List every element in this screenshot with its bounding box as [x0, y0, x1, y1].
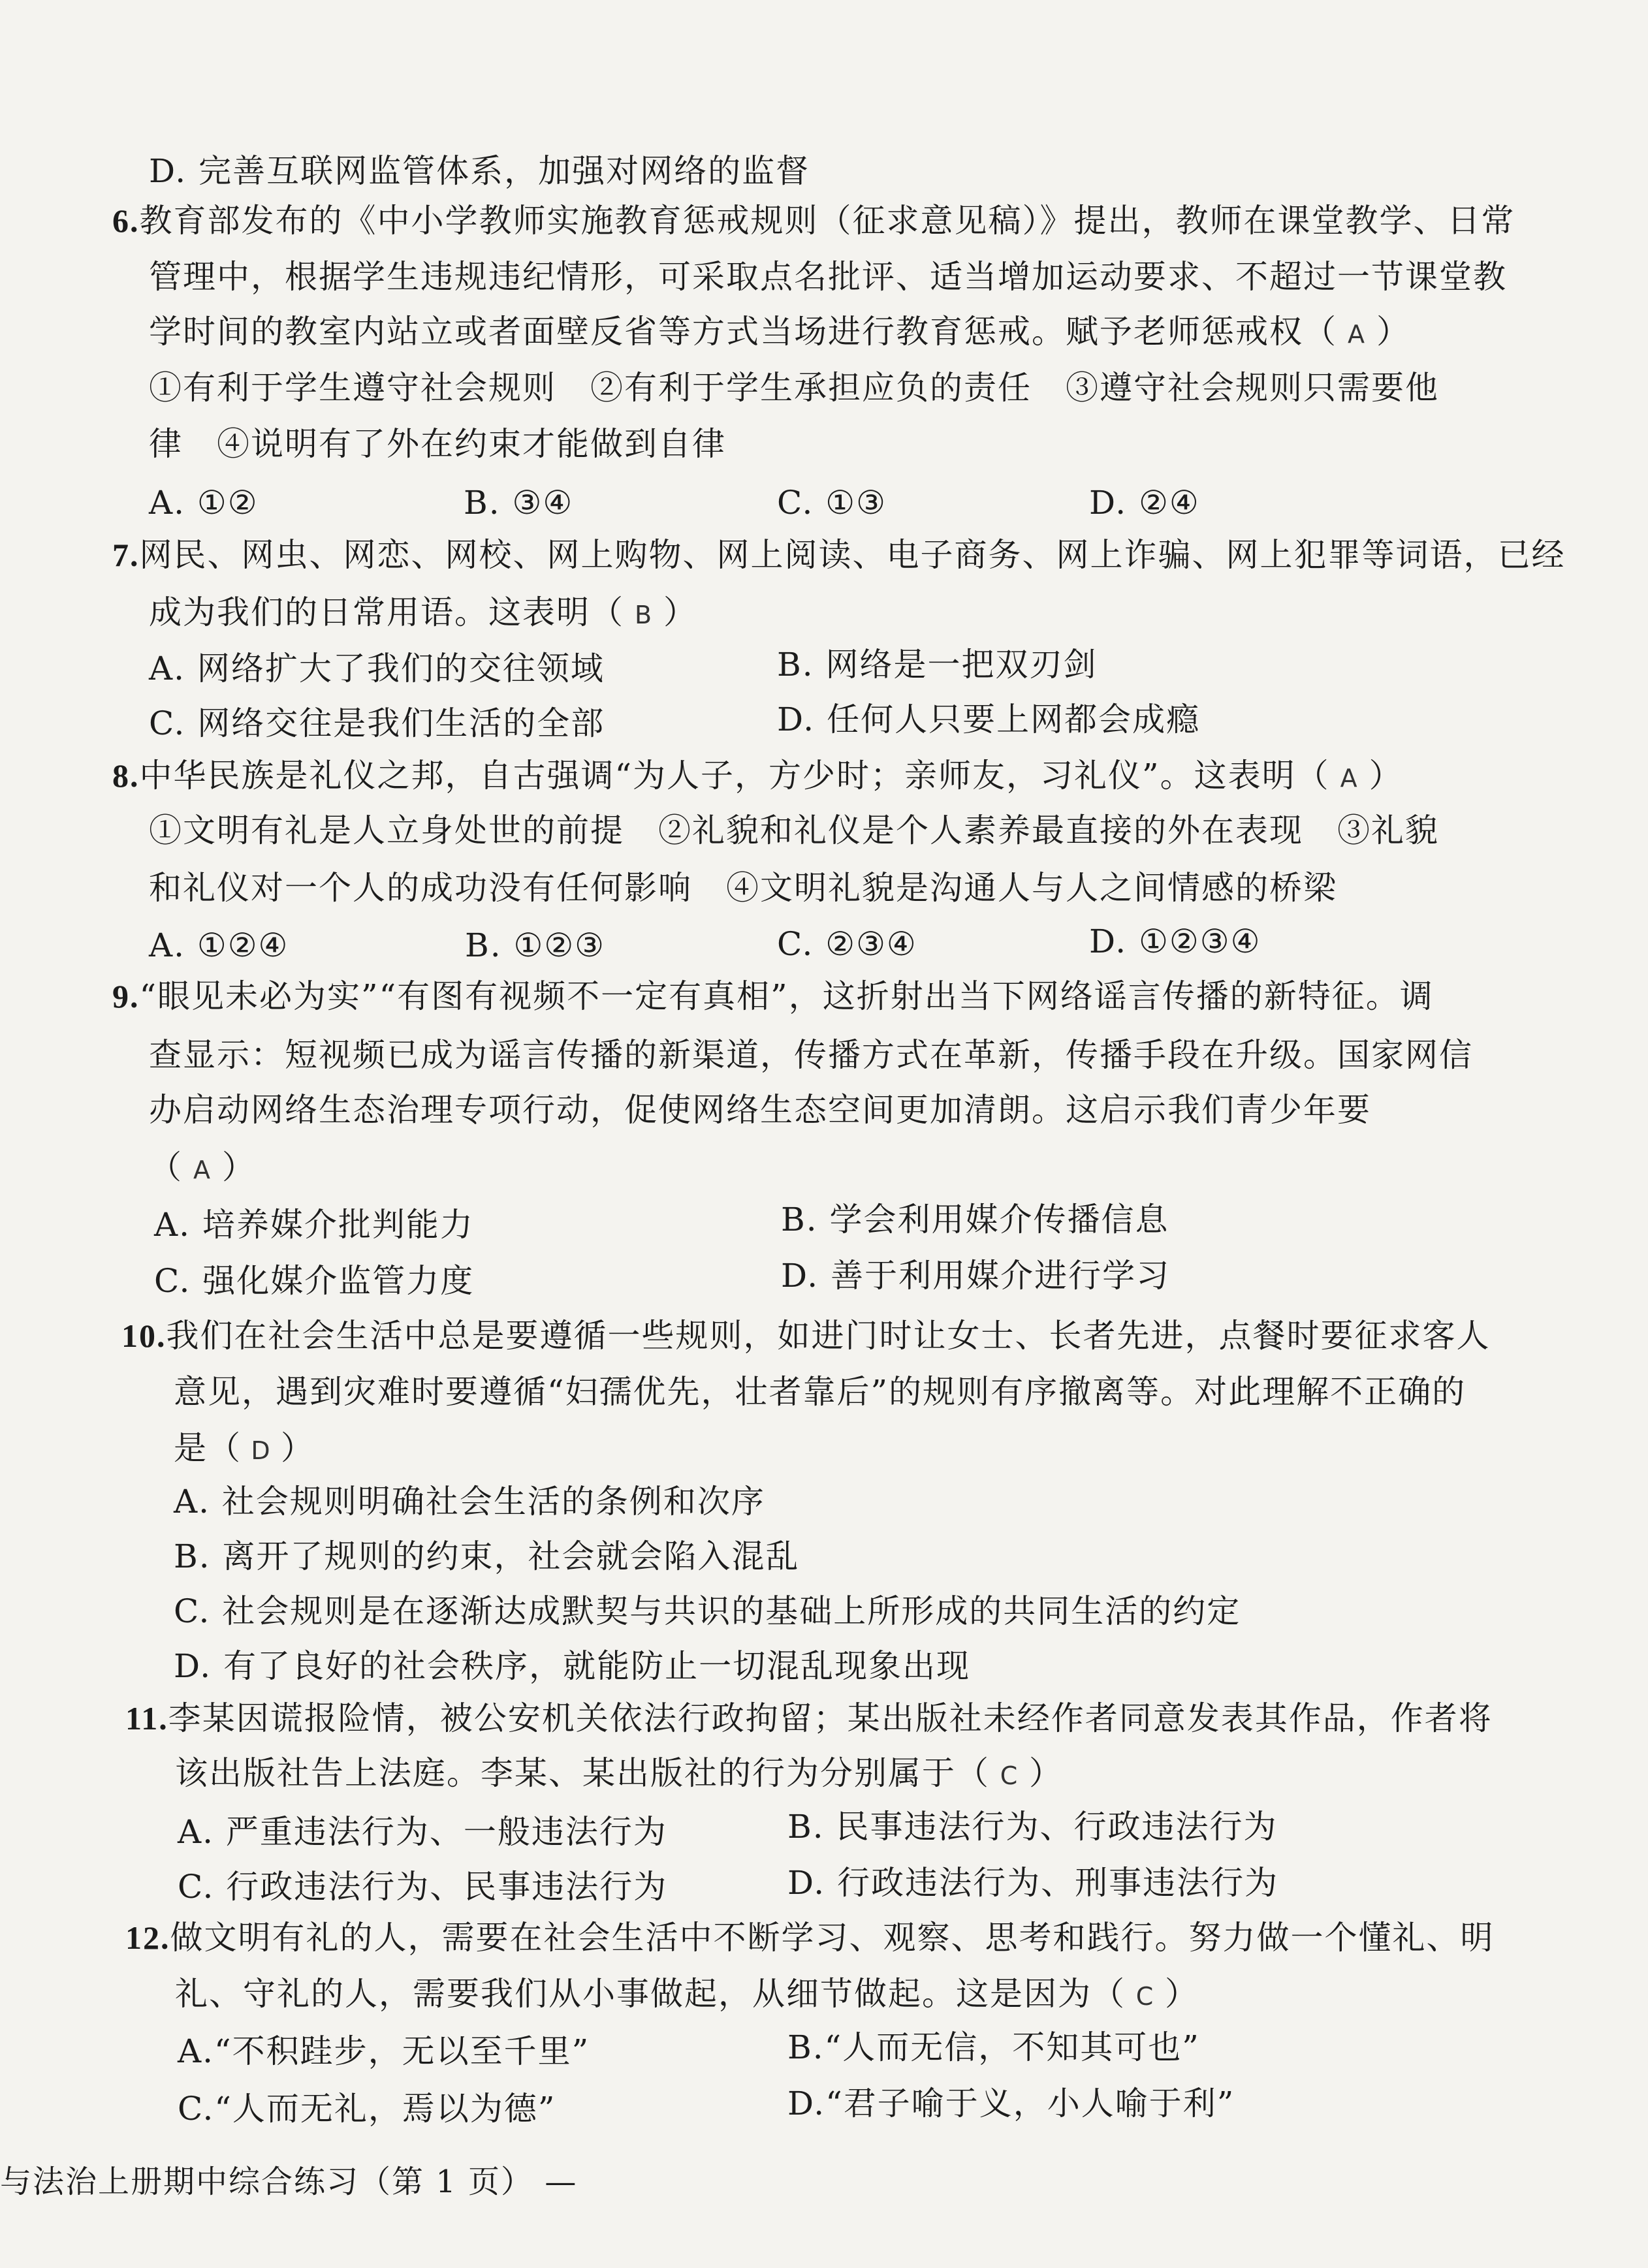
answer-q7: B [634, 601, 654, 629]
question-6-number: 6. [112, 202, 140, 239]
q10-option-a: A. 社会规则明确社会生活的条例和次序 [174, 1483, 765, 1520]
question-10-line-3: 是（ D ） [174, 1427, 315, 1472]
question-7-line-1: 7.网民、网虫、网恋、网校、网上购物、网上阅读、电子商务、网上诈骗、网上犯罪等词语，已经 [112, 536, 1566, 574]
answer-q10: D [251, 1436, 272, 1465]
question-8-statements-2: 和礼仪对一个人的成功没有任何影响 ④文明礼貌是沟通人与人之间情感的桥梁 [149, 869, 1337, 907]
question-8-number: 8. [112, 757, 140, 794]
q8-option-c: C. ②③④ [777, 925, 917, 963]
question-6-text: 教育部发布的《中小学教师实施教育惩戒规则（征求意见稿）》提出，教师在课堂教学、日常 [139, 202, 1515, 240]
q6-option-c: C. ①③ [777, 484, 887, 522]
question-9-number: 9. [112, 978, 140, 1015]
answer-q6: A [1348, 320, 1366, 349]
question-12-line-1: 12.做文明有礼的人，需要在社会生活中不断学习、观察、思考和践行。努力做一个懂礼、明 [125, 1919, 1495, 1957]
q7-option-b: B. 网络是一把双刃剑 [777, 646, 1098, 684]
q9-option-b: B. 学会利用媒介传播信息 [781, 1201, 1169, 1238]
question-10-line-1: 10.我们在社会生活中总是要遵循一些规则，如进门时让女士、长者先进，点餐时要征求客人 [121, 1317, 1491, 1355]
question-9-line-2: 查显示：短视频已成为谣言传播的新渠道，传播方式在革新，传播手段在升级。国家网信 [149, 1036, 1473, 1074]
question-11-line-1: 11.李某因谎报险情，被公安机关依法行政拘留；某出版社未经作者同意发表其作品，作者将 [125, 1699, 1493, 1737]
q9-option-c: C. 强化媒介监管力度 [154, 1262, 475, 1300]
question-7-number: 7. [112, 537, 140, 573]
question-11-number: 11. [125, 1700, 168, 1737]
question-6-statements-2: 律 ④说明有了外在约束才能做到自律 [149, 425, 726, 463]
q5-option-d: D. 完善互联网监管体系，加强对网络的监督 [149, 152, 810, 190]
q11-option-b: B. 民事违法行为、行政违法行为 [787, 1808, 1278, 1846]
q12-option-b: B.“人而无信，不知其可也” [787, 2028, 1200, 2066]
q8-option-a: A. ①②④ [149, 926, 289, 964]
q6-option-b: B. ③④ [464, 484, 574, 522]
q7-option-d: D. 任何人只要上网都会成瘾 [777, 701, 1201, 738]
question-6-line-3: 学时间的教室内站立或者面壁反省等方式当场进行教育惩戒。赋予老师惩戒权（ A ） [149, 311, 1410, 355]
q6-option-a: A. ①② [149, 484, 259, 522]
question-12-number: 12. [125, 1919, 170, 1956]
q10-option-d: D. 有了良好的社会秩序，就能防止一切混乱现象出现 [174, 1647, 971, 1685]
answer-q12: C [1135, 1982, 1155, 2011]
answer-q8: A [1340, 764, 1359, 793]
question-11-line-2: 该出版社告上法庭。李某、某出版社的行为分别属于（ C ） [175, 1752, 1063, 1797]
question-10-number: 10. [121, 1317, 166, 1354]
question-6-statements-1: ①有利于学生遵守社会规则 ②有利于学生承担应负的责任 ③遵守社会规则只需要他 [149, 369, 1439, 407]
page-footer: 与法治上册期中综合练习（第 1 页） — [0, 2164, 578, 2200]
answer-q9: A [193, 1156, 212, 1184]
q12-option-c: C.“人而无礼，焉以为德” [178, 2090, 556, 2128]
q11-option-a: A. 严重违法行为、一般违法行为 [178, 1813, 667, 1851]
q11-option-c: C. 行政违法行为、民事违法行为 [178, 1868, 668, 1906]
question-12-line-2: 礼、守礼的人，需要我们从小事做起，从细节做起。这是因为（ C ） [175, 1973, 1199, 2017]
question-9-line-1: 9.“眼见未必为实”“有图有视频不一定有真相”，这折射出当下网络谣言传播的新特征。调 [112, 977, 1434, 1015]
q9-option-a: A. 培养媒介批判能力 [154, 1206, 474, 1244]
question-7-line-2: 成为我们的日常用语。这表明（ B ） [149, 591, 697, 636]
q12-option-a: A.“不积跬步，无以至千里” [178, 2032, 590, 2070]
question-8-line-1: 8.中华民族是礼仪之邦，自古强调“为人子，方少时；亲师友，习礼仪”。这表明（ A ） [112, 755, 1403, 799]
q6-option-d: D. ②④ [1089, 484, 1200, 522]
q10-option-c: C. 社会规则是在逐渐达成默契与共识的基础上所形成的共同生活的约定 [174, 1592, 1241, 1630]
q7-option-a: A. 网络扩大了我们的交往领域 [149, 650, 605, 687]
q11-option-d: D. 行政违法行为、刑事违法行为 [787, 1864, 1279, 1902]
question-6-line-1 [112, 200, 1515, 242]
q7-option-c: C. 网络交往是我们生活的全部 [149, 704, 605, 742]
q12-option-d: D.“君子喻于义，小人喻于利” [787, 2085, 1235, 2122]
question-8-statements-1: ①文明有礼是人立身处世的前提 ②礼貌和礼仪是个人素养最直接的外在表现 ③礼貌 [149, 811, 1439, 849]
q8-option-b: B. ①②③ [465, 926, 606, 964]
question-6-line-2: 管理中，根据学生违规违纪情形，可采取点名批评、适当增加运动要求、不超过一节课堂教 [149, 258, 1507, 296]
answer-q11: C [1000, 1761, 1019, 1790]
question-9-line-3: 办启动网络生态治理专项行动，促使网络生态空间更加清朗。这启示我们青少年要 [149, 1091, 1371, 1129]
q8-option-d: D. ①②③④ [1089, 922, 1261, 960]
q10-option-b: B. 离开了规则的约束，社会就会陷入混乱 [174, 1537, 800, 1575]
question-10-line-2: 意见，遇到灾难时要遵循“妇孺优先，壮者靠后”的规则有序撤离等。对此理解不正确的 [174, 1373, 1466, 1411]
question-9-answer-line: （ A ） [149, 1146, 256, 1191]
q9-option-d: D. 善于利用媒介进行学习 [781, 1257, 1171, 1295]
